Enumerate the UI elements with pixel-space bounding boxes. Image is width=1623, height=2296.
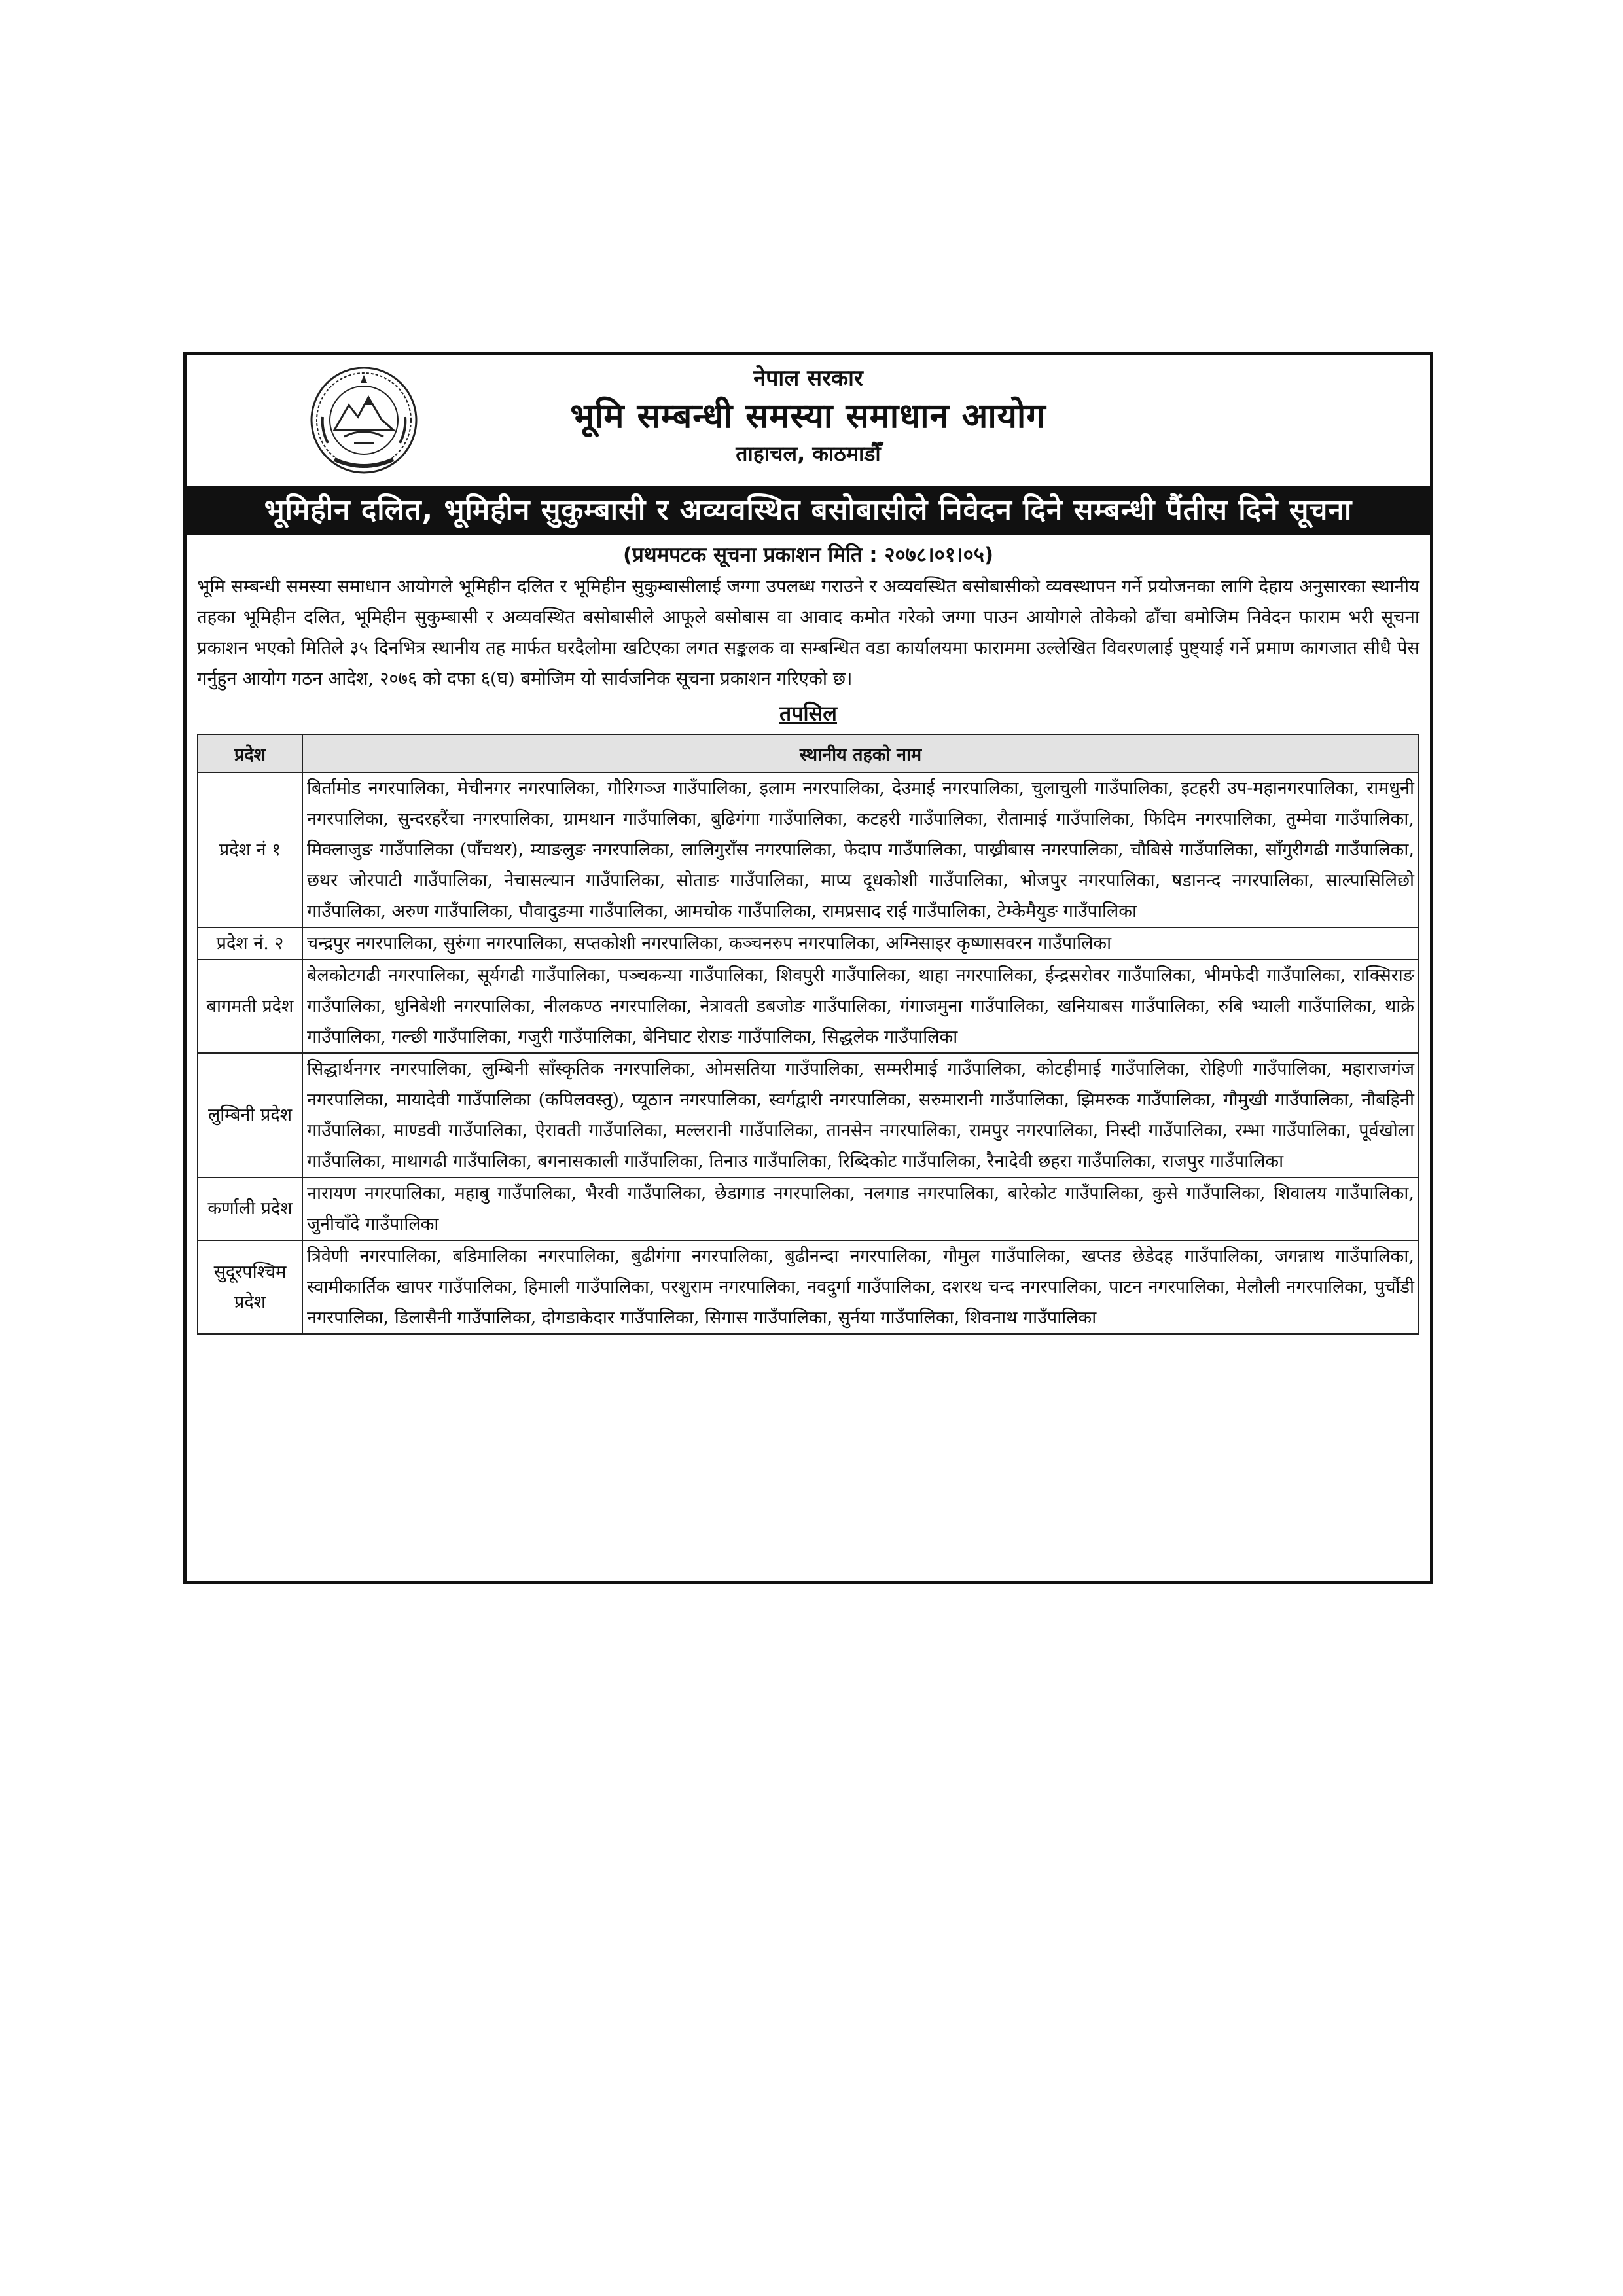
nepal-government-emblem-icon: [308, 365, 419, 476]
province-cell: कर्णाली प्रदेश: [198, 1177, 302, 1240]
local-units-cell: बेलकोटगढी नगरपालिका, सूर्यगढी गाउँपालिका, पञ्चकन्या गाउँपालिका, शिवपुरी गाउँपालिका, थाहा नगरपालिका, ईन्द्रसरोवर गाउँपालिका, भीमफेदी गाउँपालिका, राक्सिराङ गाउँपालिका, धुनिबेशी नगरपालिका, नीलकण्ठ नगरपालिका, नेत्रावती डबजोङ गाउँपालिका, गंगाजमुना गाउँपालिका, खनियाबस गाउँपालिका, रुबि भ्याली गाउँपालिका, थाक्रे गाउँपालिका, गल्छी गाउँपालिका, गजुरी गाउँपालिका, बेनिघाट रोराङ गाउँपालिका, सिद्धलेक गाउँपालिका: [302, 960, 1419, 1053]
local-units-cell: नारायण नगरपालिका, महाबु गाउँपालिका, भैरवी गाउँपालिका, छेडागाड नगरपालिका, नलगाड नगरपालिका, बारेकोट गाउँपालिका, कुसे गाउँपालिका, शिवालय गाउँपालिका, जुनीचाँदे गाउँपालिका: [302, 1177, 1419, 1240]
province-cell: सुदूरपश्चिम प्रदेश: [198, 1240, 302, 1334]
province-cell: प्रदेश नं. २: [198, 927, 302, 960]
table-row: [198, 1177, 1419, 1240]
table-row: [198, 1240, 1419, 1334]
province-cell: प्रदेश नं १: [198, 772, 302, 927]
schedule-heading: तपसिल: [779, 701, 838, 726]
table-row: [198, 927, 1419, 960]
notice-header: [197, 363, 1419, 486]
table-row: [198, 772, 1419, 927]
local-units-cell: सिद्धार्थनगर नगरपालिका, लुम्बिनी साँस्कृतिक नगरपालिका, ओमसतिया गाउँपालिका, सम्मरीमाई गाउँपालिका, कोटहीमाई गाउँपालिका, रोहिणी गाउँपालिका, महाराजगंज नगरपालिका, मायादेवी गाउँपालिका (कपिलवस्तु), प्यूठान नगरपालिका, स्वर्गद्वारी नगरपालिका, सरुमारानी गाउँपालिका, झिमरुक गाउँपालिका, गौमुखी गाउँपालिका, नौबहिनी गाउँपालिका, माण्डवी गाउँपालिका, ऐरावती गाउँपालिका, मल्लरानी गाउँपालिका, तानसेन नगरपालिका, रामपुर नगरपालिका, निस्दी गाउँपालिका, रम्भा गाउँपालिका, पूर्वखोला गाउँपालिका, माथागढी गाउँपालिका, बगनासकाली गाउँपालिका, तिनाउ गाउँपालिका, रिब्दिकोट गाउँपालिका, रैनादेवी छहरा गाउँपालिका, राजपुर गाउँपालिका: [302, 1053, 1419, 1177]
organization-name: भूमि सम्बन्धी समस्या समाधान आयोग: [570, 397, 1046, 436]
province-column-header: प्रदेश: [198, 734, 302, 772]
government-name: नेपाल सरकार: [753, 365, 863, 391]
local-units-table: [197, 734, 1419, 1335]
table-row: [198, 1053, 1419, 1177]
local-units-cell: चन्द्रपुर नगरपालिका, सुरुंगा नगरपालिका, सप्तकोशी नगरपालिका, कञ्चनरुप नगरपालिका, अग्निसाइर कृष्णासवरन गाउँपालिका: [302, 927, 1419, 960]
notice-body: भूमि सम्बन्धी समस्या समाधान आयोगले भूमिहीन दलित र भूमिहीन सुकुम्बासीलाई जग्गा उपलब्ध गराउने र अव्यवस्थित बसोबासीको व्यवस्थापन गर्ने प्रयोजनका लागि देहाय अनुसारका स्थानीय तहका भूमिहीन दलित, भूमिहीन सुकुम्बासी र अव्यवस्थित बसोबासीले आफूले बसोबास वा आवाद कमोत गरेको जग्गा पाउन आयोगले तोकेको ढाँचा बमोजिम निवेदन फाराम भरी सूचना प्रकाशन भएको मितिले ३५ दिनभित्र स्थानीय तह मार्फत घरदैलोमा खटिएका लगत सङ्कलक वा सम्बन्धित वडा कार्यालयमा फाराममा उल्लेखित विवरणलाई पुष्ट्याई गर्ने प्रमाण कागजात सीधै पेस गर्नुहुन आयोग गठन आदेश, २०७६ को दफा ६(घ) बमोजिम यो सार्वजनिक सूचना प्रकाशन गरिएको छ।: [197, 576, 1419, 689]
province-cell: लुम्बिनी प्रदेश: [198, 1053, 302, 1177]
publication-date: (प्रथमपटक सूचना प्रकाशन मिति : २०७८।०१।०५): [622, 543, 994, 567]
local-unit-column-header: स्थानीय तहको नाम: [302, 734, 1419, 772]
notice-title: भूमिहीन दलित, भूमिहीन सुकुम्बासी र अव्यवस्थित बसोबासीले निवेदन दिने सम्बन्धी पैंतीस दिने सूचना: [187, 486, 1430, 535]
public-notice: [183, 352, 1433, 1584]
table-row: [198, 960, 1419, 1053]
local-units-cell: बिर्तामोड नगरपालिका, मेचीनगर नगरपालिका, गौरिगञ्ज गाउँपालिका, इलाम नगरपालिका, देउमाई नगरपालिका, चुलाचुली गाउँपालिका, इटहरी उप-महानगरपालिका, रामधुनी नगरपालिका, सुन्दरहरैंचा नगरपालिका, ग्रामथान गाउँपालिका, बुढिगंगा गाउँपालिका, कटहरी गाउँपालिका, रौतामाई गाउँपालिका, फिदिम नगरपालिका, तुम्मेवा गाउँपालिका, मिक्लाजुङ गाउँपालिका (पाँचथर), म्याङलुङ नगरपालिका, लालिगुराँस नगरपालिका, फेदाप गाउँपालिका, पाख्रीबास नगरपालिका, चौबिसे गाउँपालिका, साँगुरीगढी गाउँपालिका, छथर जोरपाटी गाउँपालिका, नेचासल्यान गाउँपालिका, सोताङ गाउँपालिका, माप्य दूधकोशी गाउँपालिका, भोजपुर नगरपालिका, षडानन्द नगरपालिका, साल्पासिलिछो गाउँपालिका, अरुण गाउँपालिका, पौवादुङमा गाउँपालिका, आमचोक गाउँपालिका, रामप्रसाद राई गाउँपालिका, टेम्केमैयुङ गाउँपालिका: [302, 772, 1419, 927]
organization-location: ताहाचल, काठमाडौँ: [736, 441, 881, 466]
table-header-row: [198, 734, 1419, 772]
province-cell: बागमती प्रदेश: [198, 960, 302, 1053]
local-units-cell: त्रिवेणी नगरपालिका, बडिमालिका नगरपालिका, बुढीगंगा नगरपालिका, बुढीनन्दा नगरपालिका, गौमुल गाउँपालिका, खप्तड छेडेदह गाउँपालिका, जगन्नाथ गाउँपालिका, स्वामीकार्तिक खापर गाउँपालिका, हिमाली गाउँपालिका, परशुराम नगरपालिका, नवदुर्गा गाउँपालिका, दशरथ चन्द नगरपालिका, पाटन नगरपालिका, मेलौली नगरपालिका, पुर्चौडी नगरपालिका, डिलासैनी गाउँपालिका, दोगडाकेदार गाउँपालिका, सिगास गाउँपालिका, सुर्नया गाउँपालिका, शिवनाथ गाउँपालिका: [302, 1240, 1419, 1334]
